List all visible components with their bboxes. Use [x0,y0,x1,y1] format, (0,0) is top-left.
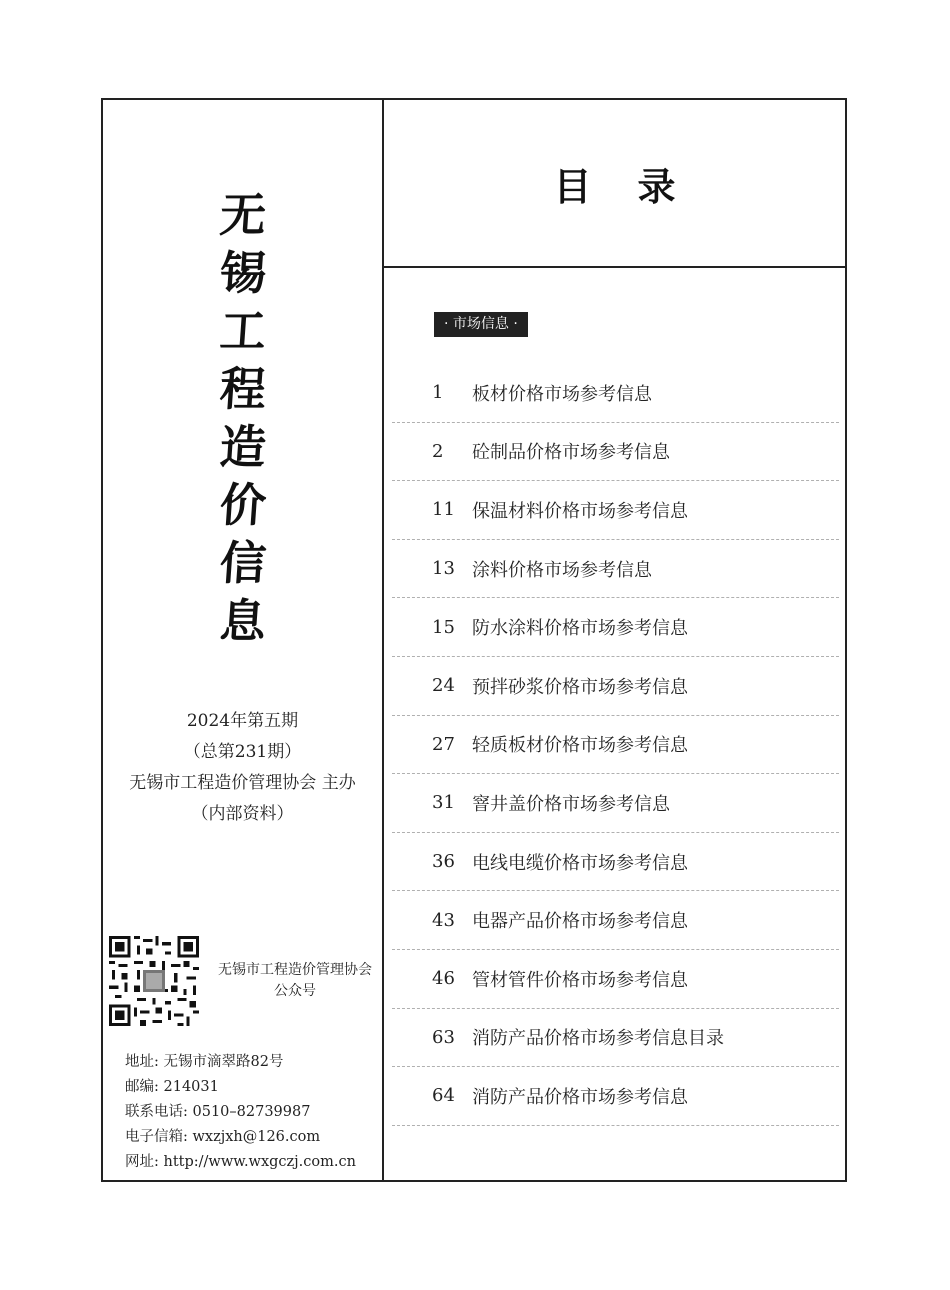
toc-item[interactable] [392,657,839,716]
toc-item-title: 板材价格市场参考信息 [472,383,652,405]
qr-caption [207,960,383,1002]
toc-item[interactable] [392,364,839,423]
toc-item-title: 消防产品价格市场参考信息 [472,1086,688,1108]
total-issue: （总第231期） [183,742,302,762]
title-char: 程 [217,362,268,416]
toc-item-title: 轻质板材价格市场参考信息 [472,735,688,757]
toc-list [392,364,839,1126]
toc-item-title: 电线电缆价格市场参考信息 [472,852,688,874]
website: 网址: http://www.wxgczj.com.cn [125,1154,356,1170]
page-frame [101,98,847,1182]
toc-column [384,100,845,1180]
toc-page-number: 31 [432,792,455,814]
qr-caption-line: 无锡市工程造价管理协会 [218,962,372,978]
toc-item[interactable] [392,423,839,482]
cover-column [103,100,384,1180]
address: 地址: 无锡市滴翠路82号 [125,1054,284,1070]
toc-item[interactable] [392,540,839,599]
toc-item[interactable] [392,774,839,833]
issue-info [103,706,382,830]
toc-item-title: 管材管件价格市场参考信息 [472,969,688,991]
toc-page-number: 46 [432,968,455,990]
toc-item[interactable] [392,891,839,950]
toc-page-number: 11 [432,499,455,521]
qr-caption-line: 公众号 [274,983,316,999]
toc-page-number: 27 [432,733,455,755]
toc-item-title: 涂料价格市场参考信息 [472,559,652,581]
phone: 联系电话: 0510–82739987 [125,1104,311,1120]
magazine-title [103,186,382,650]
toc-page-number: 36 [432,851,455,873]
title-char: 信 [217,536,268,590]
toc-item-title: 预拌砂浆价格市场参考信息 [472,676,688,698]
toc-page-number: 24 [432,675,455,697]
toc-item[interactable] [392,950,839,1009]
toc-page-number: 15 [432,616,455,638]
toc-page-number: 13 [432,558,455,580]
toc-header [384,100,845,268]
title-char: 锡 [217,246,268,300]
toc-title: 目录 [553,163,722,209]
toc-page-number: 43 [432,909,455,931]
toc-item[interactable] [392,1067,839,1126]
title-char: 工 [217,304,268,358]
toc-item-title: 消防产品价格市场参考信息目录 [472,1028,724,1050]
toc-item[interactable] [392,716,839,775]
qr-code-icon [109,936,199,1026]
toc-item[interactable] [392,481,839,540]
toc-item[interactable] [392,833,839,892]
issue-number: 2024年第五期 [186,711,299,731]
toc-item-title: 保温材料价格市场参考信息 [472,500,688,522]
postcode: 邮编: 214031 [125,1079,219,1095]
sponsor: 无锡市工程造价管理协会 主办 [129,773,356,793]
toc-item-title: 电器产品价格市场参考信息 [472,911,688,933]
title-char: 无 [217,188,268,242]
contact-info [125,1050,356,1175]
toc-item-title: 砼制品价格市场参考信息 [472,442,670,464]
toc-page-number: 64 [432,1085,455,1107]
section-tag: · 市场信息 · [434,312,528,337]
qr-section [109,936,381,1028]
title-char: 造 [217,420,268,474]
title-char: 价 [217,478,268,532]
internal-note: （内部资料） [191,804,294,824]
email: 电子信箱: wxzjxh@126.com [125,1129,321,1145]
title-char: 息 [217,594,268,648]
toc-item-title: 窨井盖价格市场参考信息 [472,793,670,815]
toc-page-number: 1 [432,382,444,404]
toc-item[interactable] [392,1009,839,1068]
toc-item-title: 防水涂料价格市场参考信息 [472,618,688,640]
toc-item[interactable] [392,598,839,657]
toc-page-number: 63 [432,1026,455,1048]
toc-page-number: 2 [432,440,444,462]
